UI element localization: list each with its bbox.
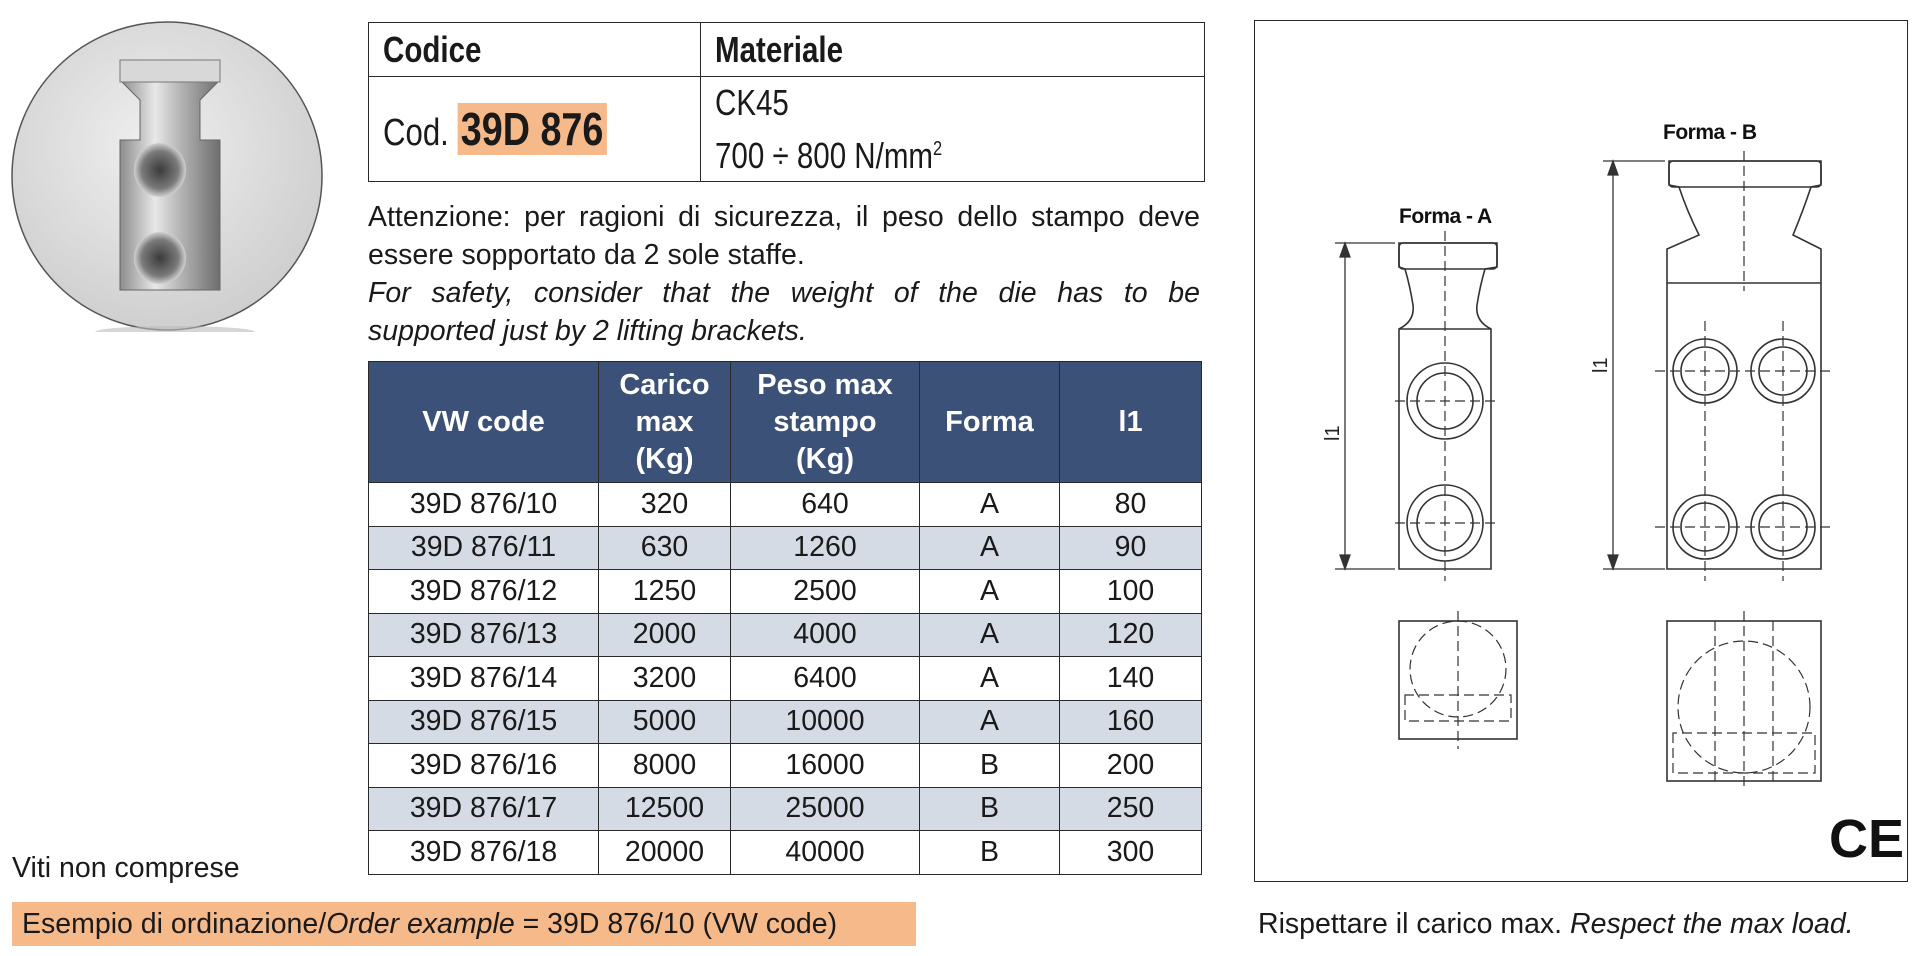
forma-b-dim-label: l1 [1590, 357, 1612, 373]
table-cell: A [920, 657, 1060, 701]
table-cell: B [920, 831, 1060, 875]
table-cell: 8000 [599, 744, 731, 788]
spec-body [369, 483, 1202, 875]
table-cell: 320 [599, 483, 731, 527]
table-cell: 39D 876/18 [369, 831, 599, 875]
forma-a-head [1399, 243, 1497, 269]
safety-notes [368, 198, 1200, 350]
material-strength-exponent: 2 [933, 137, 943, 160]
table-cell: B [920, 744, 1060, 788]
table-cell: 100 [1060, 570, 1202, 614]
note-en-line1: For safety, consider that the weight of the die has to be [368, 277, 1200, 309]
ce-mark: CE [1829, 809, 1905, 869]
table-cell: 16000 [731, 744, 920, 788]
column-header-line: (Kg) [635, 442, 694, 475]
table-cell: 120 [1060, 613, 1202, 657]
table-cell: 10000 [731, 700, 920, 744]
max-load-warning-en: Respect the max load. [1570, 908, 1854, 940]
material-strength [715, 126, 1105, 179]
table-cell: 140 [1060, 657, 1202, 701]
note-en-line2: supported just by 2 lifting brackets. [368, 315, 807, 347]
table-cell: 90 [1060, 526, 1202, 570]
table-cell: 2500 [731, 570, 920, 614]
table-row [369, 526, 1202, 570]
spec-table [368, 361, 1202, 875]
table-cell: 630 [599, 526, 731, 570]
table-cell: B [920, 787, 1060, 831]
table-cell: 640 [731, 483, 920, 527]
forma-b-label: Forma - B [1663, 121, 1757, 144]
table-cell: 39D 876/16 [369, 744, 599, 788]
table-cell: 25000 [731, 787, 920, 831]
note-it-line1: Attenzione: per ragioni di sicurezza, il peso dello stampo deve [368, 201, 1200, 233]
order-example-value: = 39D 876/10 (VW code) [514, 908, 838, 940]
column-header-line: (Kg) [796, 442, 854, 475]
spec-header-row [369, 362, 1202, 483]
forma-a-label: Forma - A [1399, 205, 1492, 228]
table-row [369, 787, 1202, 831]
table-cell: 39D 876/11 [369, 526, 599, 570]
table-cell: A [920, 570, 1060, 614]
table-cell: 39D 876/15 [369, 700, 599, 744]
table-cell: 160 [1060, 700, 1202, 744]
order-example-en: Order example [326, 908, 515, 940]
material-cell [701, 77, 1205, 182]
materiale-header: Materiale [715, 28, 843, 70]
column-header-line: VW code [422, 405, 545, 438]
table-cell: 3200 [599, 657, 731, 701]
table-cell: 250 [1060, 787, 1202, 831]
column-header-4 [1060, 362, 1202, 483]
table-row [369, 831, 1202, 875]
max-load-warning-it: Rispettare il carico max. [1258, 908, 1571, 940]
table-cell: 39D 876/13 [369, 613, 599, 657]
table-row [369, 483, 1202, 527]
codice-header: Codice [383, 28, 482, 70]
product-photo [10, 20, 325, 332]
table-cell: A [920, 613, 1060, 657]
table-cell: 5000 [599, 700, 731, 744]
table-cell: 20000 [599, 831, 731, 875]
column-header-line: Carico [619, 368, 710, 401]
table-row [369, 657, 1202, 701]
table-row [369, 613, 1202, 657]
table-cell: 1250 [599, 570, 731, 614]
column-header-line: l1 [1118, 405, 1143, 438]
table-row [369, 570, 1202, 614]
table-cell: A [920, 526, 1060, 570]
column-header-1 [599, 362, 731, 483]
table-row [369, 700, 1202, 744]
column-header-line: stampo [773, 405, 877, 438]
table-cell: 39D 876/17 [369, 787, 599, 831]
product-header-table [368, 22, 1205, 182]
column-header-line: Forma [945, 405, 1034, 438]
table-cell: 80 [1060, 483, 1202, 527]
table-cell: A [920, 700, 1060, 744]
product-code-highlight: 39D 876 [457, 103, 606, 155]
column-header-line: Peso max [757, 368, 893, 401]
table-cell: 39D 876/12 [369, 570, 599, 614]
forma-b-head [1669, 161, 1821, 187]
code-prefix: Cod. [383, 112, 449, 154]
table-cell: A [920, 483, 1060, 527]
column-header-3 [920, 362, 1060, 483]
table-cell: 39D 876/14 [369, 657, 599, 701]
table-cell: 39D 876/10 [369, 483, 599, 527]
table-cell: 12500 [599, 787, 731, 831]
materiale-header-cell [701, 23, 1205, 77]
column-header-line: max [635, 405, 694, 438]
material-grade: CK45 [715, 81, 789, 123]
table-cell: 1260 [731, 526, 920, 570]
table-row [369, 744, 1202, 788]
forma-a-dim-label: l1 [1322, 425, 1344, 441]
product-code-cell [369, 77, 701, 182]
table-cell: 6400 [731, 657, 920, 701]
table-cell: 200 [1060, 744, 1202, 788]
max-load-warning [1258, 908, 1854, 941]
order-example [12, 902, 916, 946]
table-cell: 2000 [599, 613, 731, 657]
technical-drawing [1254, 20, 1908, 882]
screws-not-included-note: Viti non comprese [12, 852, 240, 884]
note-it-line2: essere sopportato da 2 sole staffe. [368, 239, 805, 271]
table-cell: 4000 [731, 613, 920, 657]
order-example-it: Esempio di ordinazione/ [22, 908, 327, 940]
column-header-2 [731, 362, 920, 483]
material-strength-value: 700 ÷ 800 N/mm [715, 134, 934, 176]
column-header-0 [369, 362, 599, 483]
table-cell: 300 [1060, 831, 1202, 875]
codice-header-cell [369, 23, 701, 77]
table-cell: 40000 [731, 831, 920, 875]
